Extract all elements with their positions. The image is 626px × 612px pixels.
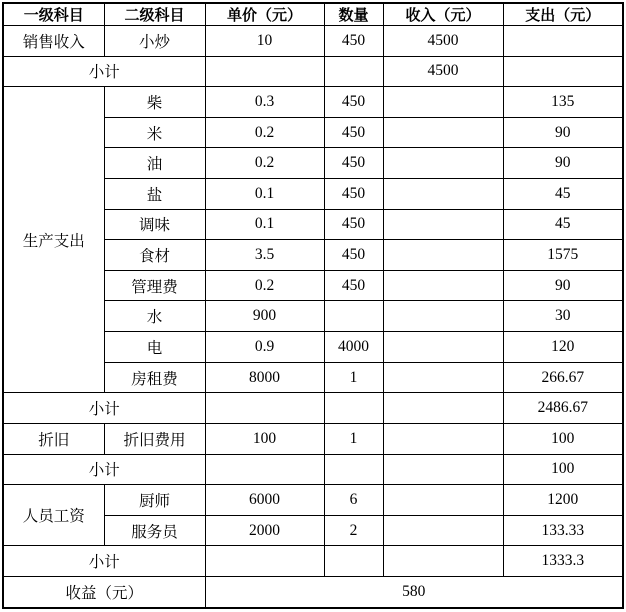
table-cell: [383, 209, 503, 240]
table-cell: 油: [104, 148, 205, 179]
table-row: [3, 546, 623, 577]
table-cell: 3.5: [205, 240, 324, 271]
table-row: [3, 393, 623, 424]
table-cell: [324, 56, 383, 87]
table-cell: [383, 546, 503, 577]
header-cell: 支出（元）: [503, 3, 623, 26]
table-cell: 折旧费用: [104, 423, 205, 454]
table-cell: 45: [503, 209, 623, 240]
table-cell: 450: [324, 117, 383, 148]
table-cell: [205, 454, 324, 485]
table-cell: [383, 362, 503, 393]
table-cell: 90: [503, 148, 623, 179]
table-cell: 4500: [383, 26, 503, 57]
table-cell: [383, 301, 503, 332]
subtotal-cell: 小计: [3, 454, 205, 485]
table-cell: 米: [104, 117, 205, 148]
table-cell: 销售收入: [3, 26, 104, 57]
table-cell: [383, 270, 503, 301]
table-row: [3, 423, 623, 454]
table-cell: [503, 26, 623, 57]
table-cell: 120: [503, 332, 623, 363]
table-cell: [324, 393, 383, 424]
table-cell: 6: [324, 485, 383, 516]
budget-table: [2, 2, 624, 609]
table-cell: 管理费: [104, 270, 205, 301]
table-cell: 8000: [205, 362, 324, 393]
table-cell: [383, 454, 503, 485]
table-cell: 盐: [104, 179, 205, 210]
table-header: [3, 3, 623, 26]
table-cell: [383, 240, 503, 271]
table-cell: 柴: [104, 87, 205, 118]
table-cell: [383, 393, 503, 424]
table-cell: 水: [104, 301, 205, 332]
table-cell: 收益（元）: [3, 576, 205, 608]
table-cell: 133.33: [503, 515, 623, 546]
table-cell: 580: [205, 576, 623, 608]
table-cell: 1: [324, 362, 383, 393]
table-cell: 2486.67: [503, 393, 623, 424]
table-cell: [205, 56, 324, 87]
table-cell: [383, 515, 503, 546]
table-cell: 折旧: [3, 423, 104, 454]
table-cell: 服务员: [104, 515, 205, 546]
header-cell: 一级科目: [3, 3, 104, 26]
table-cell: 10: [205, 26, 324, 57]
table-cell: [324, 546, 383, 577]
table-cell: 450: [324, 87, 383, 118]
table-cell: [324, 301, 383, 332]
table-cell: 45: [503, 179, 623, 210]
table-cell: [383, 117, 503, 148]
table-cell: [383, 179, 503, 210]
table-cell: 100: [503, 454, 623, 485]
table-cell: [205, 546, 324, 577]
table-cell: 4500: [383, 56, 503, 87]
table-cell: 0.1: [205, 179, 324, 210]
table-cell: [383, 423, 503, 454]
table-cell: 生产支出: [3, 87, 104, 393]
table-cell: 人员工资: [3, 485, 104, 546]
table-cell: [383, 148, 503, 179]
table-cell: [383, 332, 503, 363]
table-cell: [383, 485, 503, 516]
table-cell: 2: [324, 515, 383, 546]
table-cell: 4000: [324, 332, 383, 363]
table-cell: 2000: [205, 515, 324, 546]
table-row: [3, 454, 623, 485]
table-cell: 90: [503, 270, 623, 301]
table-cell: 小炒: [104, 26, 205, 57]
header-cell: 收入（元）: [383, 3, 503, 26]
table-row: [3, 576, 623, 608]
table-cell: 266.67: [503, 362, 623, 393]
table-cell: 0.3: [205, 87, 324, 118]
table-cell: 0.9: [205, 332, 324, 363]
table-cell: 房租费: [104, 362, 205, 393]
header-cell: 单价（元）: [205, 3, 324, 26]
table-cell: 调味: [104, 209, 205, 240]
table-cell: 450: [324, 26, 383, 57]
table-cell: [383, 87, 503, 118]
table-cell: 135: [503, 87, 623, 118]
table-cell: [205, 393, 324, 424]
header-row: [3, 3, 623, 26]
table-cell: 90: [503, 117, 623, 148]
subtotal-cell: 小计: [3, 56, 205, 87]
table-cell: 1333.3: [503, 546, 623, 577]
subtotal-cell: 小计: [3, 393, 205, 424]
table-cell: 电: [104, 332, 205, 363]
table-cell: 0.2: [205, 148, 324, 179]
table-row: [3, 485, 623, 516]
table-cell: 1200: [503, 485, 623, 516]
table-cell: 450: [324, 148, 383, 179]
table-cell: 450: [324, 240, 383, 271]
table-cell: 0.2: [205, 117, 324, 148]
table-cell: 1575: [503, 240, 623, 271]
table-cell: 450: [324, 270, 383, 301]
table-cell: [503, 56, 623, 87]
table-cell: 30: [503, 301, 623, 332]
table-cell: 0.1: [205, 209, 324, 240]
table-cell: 100: [503, 423, 623, 454]
subtotal-cell: 小计: [3, 546, 205, 577]
table-row: [3, 26, 623, 57]
table-cell: 食材: [104, 240, 205, 271]
table-cell: 900: [205, 301, 324, 332]
table-row: [3, 56, 623, 87]
table-cell: 450: [324, 209, 383, 240]
table-cell: 450: [324, 179, 383, 210]
table-cell: 厨师: [104, 485, 205, 516]
table-body: [3, 26, 623, 609]
table-cell: [324, 454, 383, 485]
table-cell: 1: [324, 423, 383, 454]
header-cell: 数量: [324, 3, 383, 26]
header-cell: 二级科目: [104, 3, 205, 26]
table-cell: 6000: [205, 485, 324, 516]
table-cell: 100: [205, 423, 324, 454]
table-row: [3, 87, 623, 118]
table-cell: 0.2: [205, 270, 324, 301]
